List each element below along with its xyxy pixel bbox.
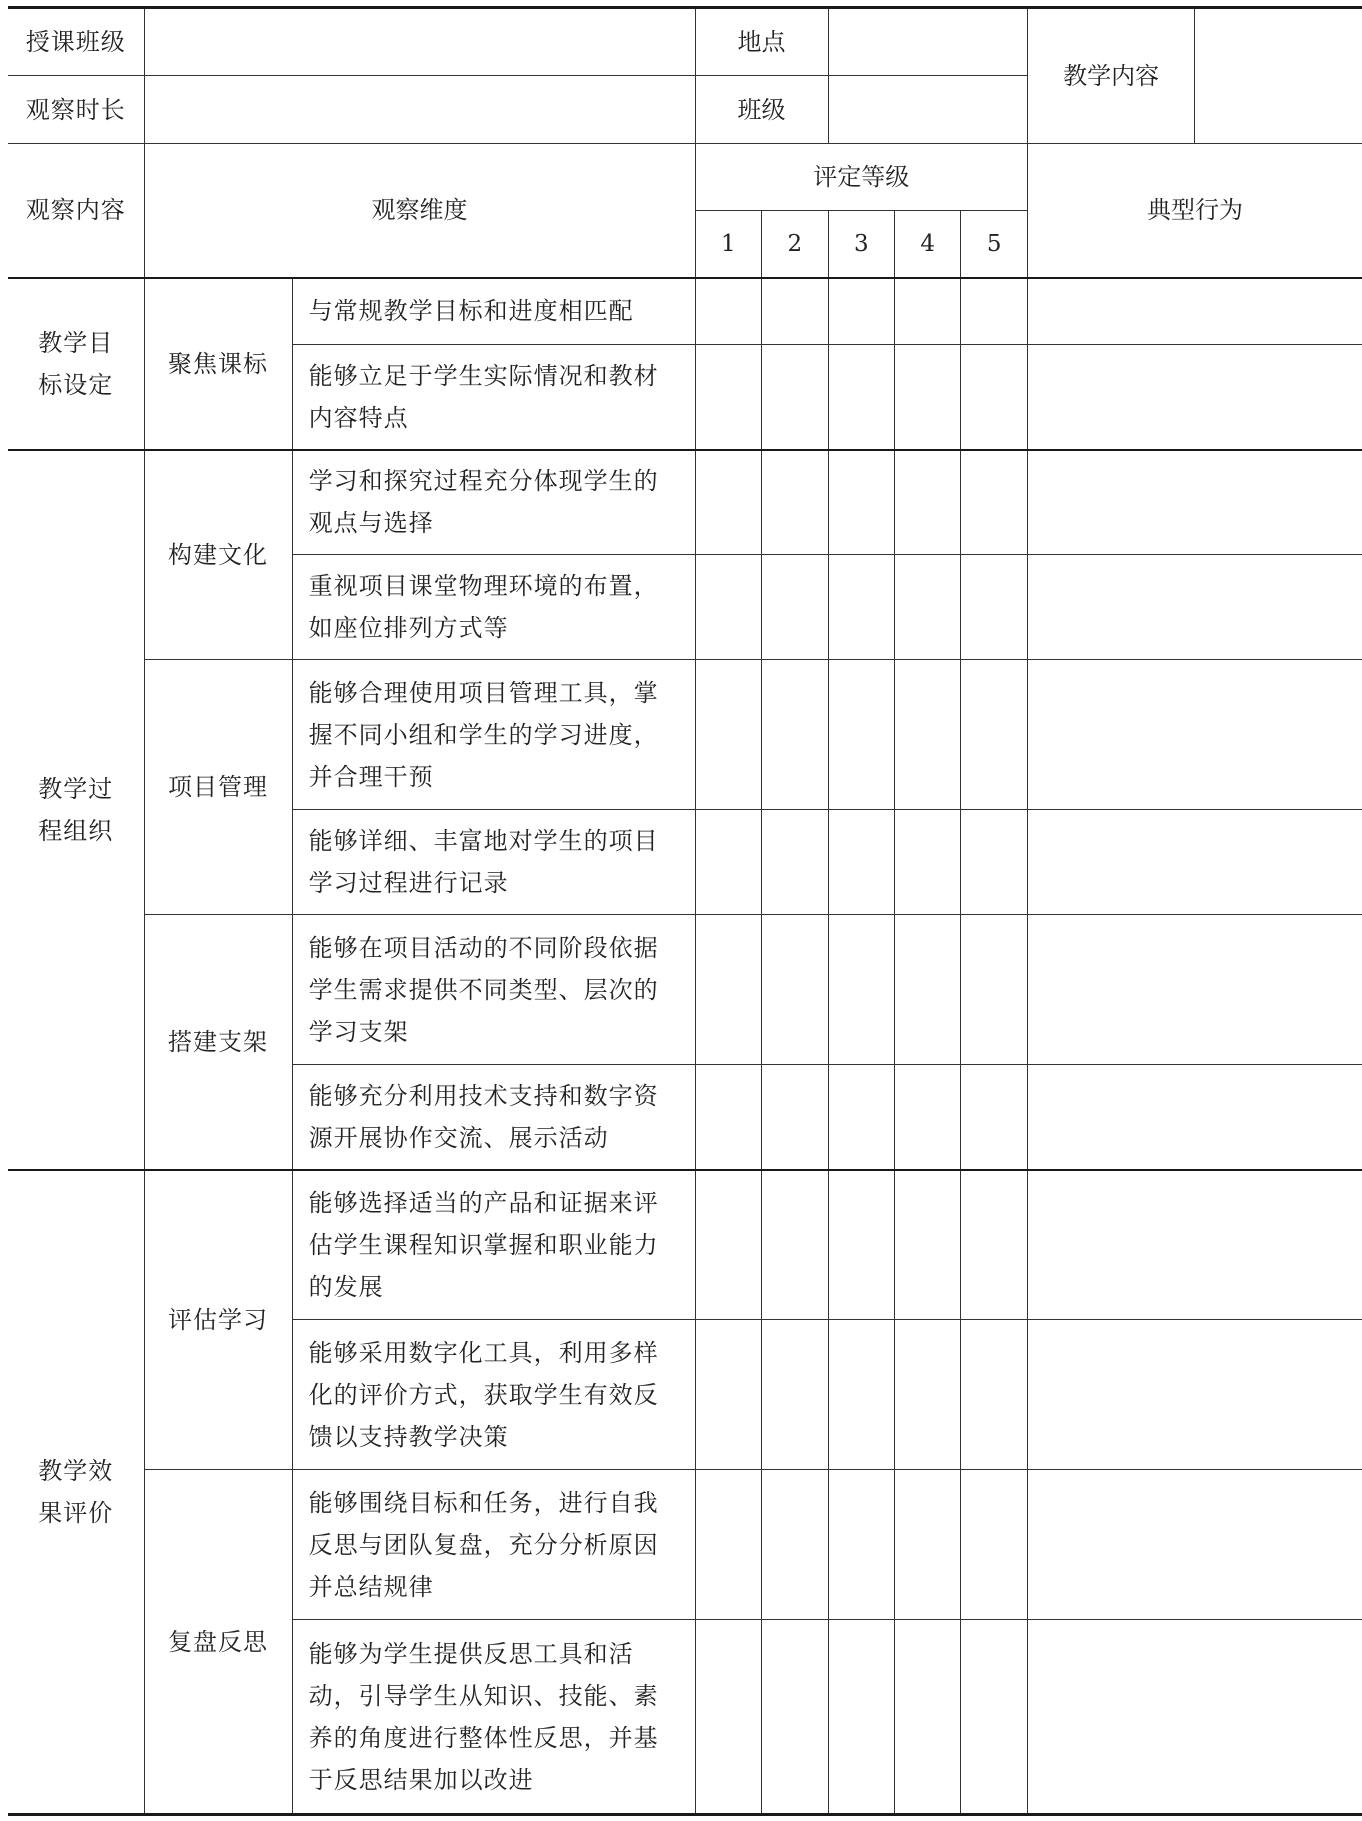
rating-cell-2[interactable] [762,1470,828,1620]
criterion-description: 学习和探究过程充分体现学生的观点与选择 [292,450,695,555]
observation-dimension-cell: 聚焦课标 [144,278,292,450]
typical-behavior-cell[interactable] [1027,1065,1362,1170]
typical-behavior-cell[interactable] [1027,1320,1362,1470]
rating-level-4: 4 [895,211,961,278]
rating-cell-2[interactable] [762,915,828,1065]
rating-cell-5[interactable] [961,810,1028,915]
location-label: 地点 [695,8,828,76]
rating-level-5: 5 [961,211,1028,278]
rating-cell-1[interactable] [695,345,761,450]
typical-behavior-cell[interactable] [1027,810,1362,915]
criteria-row [8,1170,1362,1320]
observation-dimension-cell: 搭建支架 [144,915,292,1170]
behavior-column-header: 典型行为 [1027,144,1362,278]
rating-cell-3[interactable] [828,1470,894,1620]
rating-cell-3[interactable] [828,345,894,450]
rating-level-1: 1 [695,211,761,278]
criterion-description: 能够采用数字化工具，利用多样化的评价方式，获取学生有效反馈以支持教学决策 [292,1320,695,1470]
rating-cell-5[interactable] [961,1320,1028,1470]
criterion-description: 能够详细、丰富地对学生的项目学习过程进行记录 [292,810,695,915]
rating-cell-1[interactable] [695,660,761,810]
rating-cell-4[interactable] [895,555,961,660]
rating-cell-4[interactable] [895,1620,961,1815]
location-value-cell[interactable] [828,8,1027,76]
rating-cell-2[interactable] [762,555,828,660]
rating-cell-3[interactable] [828,555,894,660]
duration-value-cell[interactable] [144,76,695,144]
typical-behavior-cell[interactable] [1027,450,1362,555]
rating-cell-4[interactable] [895,278,961,345]
typical-behavior-cell[interactable] [1027,1470,1362,1620]
rating-cell-2[interactable] [762,810,828,915]
rating-cell-5[interactable] [961,555,1028,660]
rating-cell-1[interactable] [695,915,761,1065]
rating-cell-1[interactable] [695,555,761,660]
observation-dimension-cell: 评估学习 [144,1170,292,1470]
rating-cell-3[interactable] [828,810,894,915]
rating-cell-1[interactable] [695,1470,761,1620]
typical-behavior-cell[interactable] [1027,915,1362,1065]
observation-content-cell: 教学目标设定 [8,278,144,450]
rating-cell-3[interactable] [828,1320,894,1470]
rating-cell-5[interactable] [961,660,1028,810]
criteria-row [8,915,1362,1065]
criterion-description: 能够选择适当的产品和证据来评估学生课程知识掌握和职业能力的发展 [292,1170,695,1320]
typical-behavior-cell[interactable] [1027,345,1362,450]
criterion-description: 能够充分利用技术支持和数字资源开展协作交流、展示活动 [292,1065,695,1170]
duration-label: 观察时长 [8,76,144,144]
rating-cell-4[interactable] [895,1320,961,1470]
rating-cell-1[interactable] [695,278,761,345]
classroom-observation-form [8,6,1362,1816]
grade-value-cell[interactable] [828,76,1027,144]
rating-cell-1[interactable] [695,1320,761,1470]
rating-cell-5[interactable] [961,1065,1028,1170]
grade-label: 班级 [695,76,828,144]
rating-cell-3[interactable] [828,915,894,1065]
rating-cell-4[interactable] [895,450,961,555]
rating-cell-4[interactable] [895,660,961,810]
criteria-row [8,450,1362,555]
criterion-description: 能够为学生提供反思工具和活动，引导学生从知识、技能、素养的角度进行整体性反思，并基于反思结果加以改进 [292,1620,695,1815]
rating-cell-5[interactable] [961,1170,1028,1320]
criterion-description: 能够在项目活动的不同阶段依据学生需求提供不同类型、层次的学习支架 [292,915,695,1065]
rating-cell-5[interactable] [961,1470,1028,1620]
criteria-row [8,278,1362,345]
observation-dimension-cell: 复盘反思 [144,1470,292,1815]
rating-cell-2[interactable] [762,1620,828,1815]
observation-dimension-cell: 项目管理 [144,660,292,915]
rating-cell-1[interactable] [695,1065,761,1170]
criterion-description: 能够合理使用项目管理工具，掌握不同小组和学生的学习进度，并合理干预 [292,660,695,810]
rating-level-3: 3 [828,211,894,278]
criterion-description: 能够立足于学生实际情况和教材内容特点 [292,345,695,450]
criterion-description: 重视项目课堂物理环境的布置，如座位排列方式等 [292,555,695,660]
rating-cell-2[interactable] [762,278,828,345]
rating-cell-4[interactable] [895,345,961,450]
content-label: 教学内容 [1027,8,1194,144]
rating-cell-5[interactable] [961,1620,1028,1815]
rating-cell-4[interactable] [895,1170,961,1320]
rating-cell-4[interactable] [895,1065,961,1170]
criteria-row [8,660,1362,810]
rating-cell-2[interactable] [762,1320,828,1470]
rating-cell-1[interactable] [695,450,761,555]
criterion-description: 能够围绕目标和任务，进行自我反思与团队复盘，充分分析原因并总结规律 [292,1470,695,1620]
rating-cell-3[interactable] [828,1065,894,1170]
rating-cell-3[interactable] [828,660,894,810]
typical-behavior-cell[interactable] [1027,278,1362,345]
content-column-header: 观察内容 [8,144,144,278]
rating-cell-2[interactable] [762,450,828,555]
rating-cell-5[interactable] [961,450,1028,555]
rating-cell-2[interactable] [762,660,828,810]
column-header-row-1 [8,144,1362,211]
rating-cell-1[interactable] [695,1170,761,1320]
criteria-row [8,1470,1362,1620]
rating-cell-3[interactable] [828,1170,894,1320]
observation-content-cell: 教学效果评价 [8,1170,144,1815]
typical-behavior-cell[interactable] [1027,1620,1362,1815]
content-value-cell[interactable] [1195,8,1362,144]
dimension-column-header: 观察维度 [144,144,695,278]
rating-cell-3[interactable] [828,450,894,555]
rating-cell-4[interactable] [895,1470,961,1620]
rating-cell-1[interactable] [695,1620,761,1815]
typical-behavior-cell[interactable] [1027,555,1362,660]
criterion-description: 与常规教学目标和进度相匹配 [292,278,695,345]
rating-cell-4[interactable] [895,915,961,1065]
rating-cell-3[interactable] [828,278,894,345]
rating-cell-5[interactable] [961,345,1028,450]
rating-cell-3[interactable] [828,1620,894,1815]
rating-column-header: 评定等级 [695,144,1027,211]
rating-level-2: 2 [762,211,828,278]
class-value-cell[interactable] [144,8,695,76]
observation-content-cell: 教学过程组织 [8,450,144,1170]
rating-cell-5[interactable] [961,278,1028,345]
rating-cell-2[interactable] [762,1170,828,1320]
typical-behavior-cell[interactable] [1027,1170,1362,1320]
rating-cell-2[interactable] [762,345,828,450]
observation-dimension-cell: 构建文化 [144,450,292,660]
rating-cell-1[interactable] [695,810,761,915]
header-row-1 [8,8,1362,76]
typical-behavior-cell[interactable] [1027,660,1362,810]
rating-cell-5[interactable] [961,915,1028,1065]
rating-cell-2[interactable] [762,1065,828,1170]
rating-cell-4[interactable] [895,810,961,915]
class-label: 授课班级 [8,8,144,76]
